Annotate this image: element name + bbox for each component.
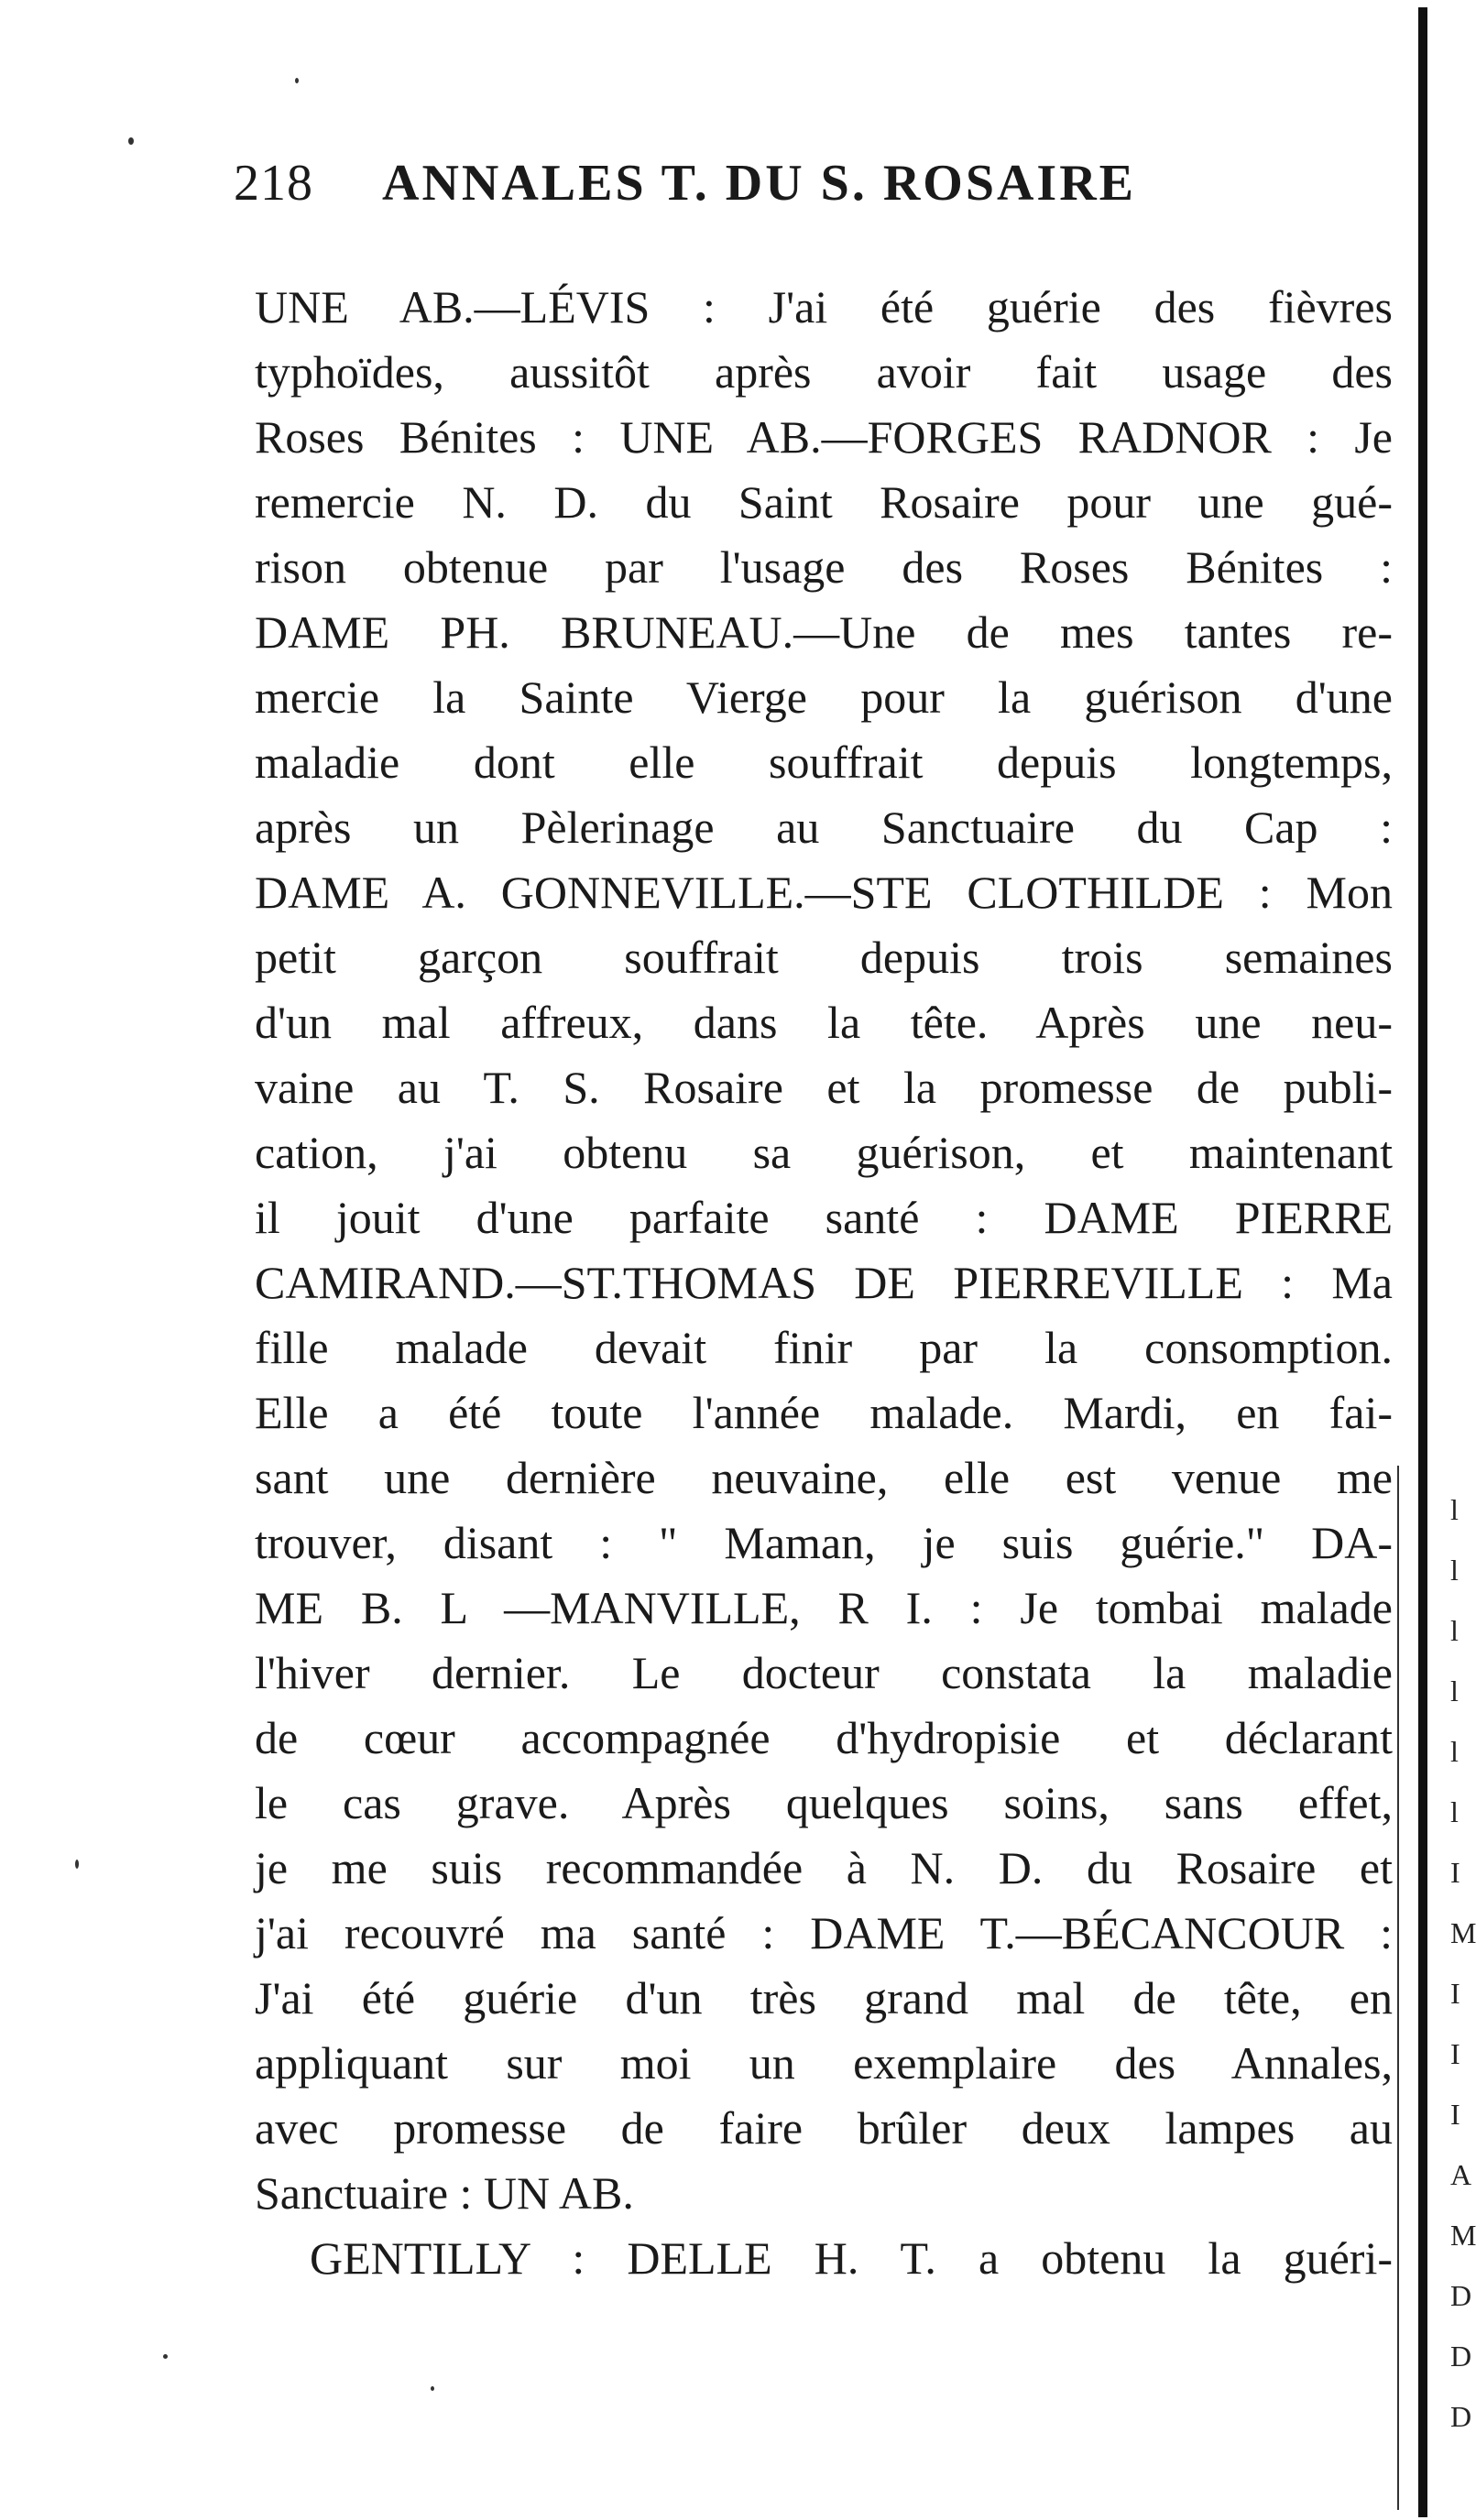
text-line: j'ai recouvré ma santé : DAME T.—BÉCANCOUR :	[255, 1907, 1393, 1958]
margin-mark: I	[1450, 1977, 1460, 2010]
text-line: trouver, disant : " Maman, je suis guérie." DA-	[255, 1517, 1393, 1568]
running-title: ANNALES T. DU S. ROSAIRE	[382, 155, 1136, 212]
margin-mark: M	[1450, 2219, 1476, 2252]
margin-mark: I	[1450, 1856, 1460, 1889]
text-line: Roses Bénites : UNE AB.—FORGES RADNOR : Je	[255, 411, 1393, 463]
margin-mark: l	[1450, 1675, 1459, 1707]
text-line: je me suis recommandée à N. D. du Rosaire et	[255, 1842, 1393, 1893]
ink-speck	[295, 78, 299, 83]
ink-speck	[431, 2386, 434, 2391]
margin-mark: D	[1450, 2340, 1472, 2373]
text-line: appliquant sur moi un exemplaire des Annales,	[255, 2037, 1393, 2089]
page-header	[234, 154, 1425, 236]
text-line: fille malade devait finir par la consomption.	[255, 1322, 1393, 1373]
text-line: DAME PH. BRUNEAU.—Une de mes tantes re-	[255, 606, 1393, 658]
text-line: typhoïdes, aussitôt après avoir fait usage des	[255, 346, 1393, 398]
margin-mark: l	[1450, 1554, 1459, 1587]
margin-mark: I	[1450, 2037, 1460, 2070]
text-line: remercie N. D. du Saint Rosaire pour une gué-	[255, 476, 1393, 528]
margin-mark: l	[1450, 1614, 1459, 1647]
text-line: J'ai été guérie d'un très grand mal de tête, en	[255, 1972, 1393, 2024]
text-line: il jouit d'une parfaite santé : DAME PIERRE	[255, 1192, 1393, 1243]
margin-rule	[1397, 1466, 1399, 2510]
text-line: après un Pèlerinage au Sanctuaire du Cap :	[255, 802, 1393, 853]
body-text	[255, 275, 1393, 2291]
margin-mark: l	[1450, 1735, 1459, 1768]
ink-speck	[75, 1860, 79, 1869]
text-line: cation, j'ai obtenu sa guérison, et maintenant	[255, 1127, 1393, 1178]
text-line: Elle a été toute l'année malade. Mardi, en fai-	[255, 1387, 1393, 1438]
text-line: d'un mal affreux, dans la tête. Après une neu-	[255, 997, 1393, 1048]
text-line: avec promesse de faire brûler deux lampes au	[255, 2102, 1393, 2154]
text-line: DAME A. GONNEVILLE.—STE CLOTHILDE : Mon	[255, 867, 1393, 918]
margin-mark: D	[1450, 2279, 1472, 2312]
ink-speck	[128, 137, 134, 145]
ink-speck	[163, 2354, 168, 2359]
margin-mark: D	[1450, 2400, 1472, 2433]
text-line: de cœur accompagnée d'hydropisie et déclarant	[255, 1712, 1393, 1763]
text-line: UNE AB.—LÉVIS : J'ai été guérie des fièvres	[255, 281, 1393, 333]
text-line: sant une dernière neuvaine, elle est venue me	[255, 1452, 1393, 1503]
margin-mark: l	[1450, 1493, 1459, 1526]
margin-mark: l	[1450, 1795, 1459, 1828]
text-line: vaine au T. S. Rosaire et la promesse de publi-	[255, 1062, 1393, 1113]
text-line: petit garçon souffrait depuis trois semaines	[255, 932, 1393, 983]
text-line: mercie la Sainte Vierge pour la guérison d'une	[255, 671, 1393, 723]
margin-mark: A	[1450, 2158, 1472, 2191]
text-line: rison obtenue par l'usage des Roses Bénites :	[255, 541, 1393, 593]
margin-mark: M	[1450, 1916, 1476, 1949]
text-line: le cas grave. Après quelques soins, sans effet,	[255, 1777, 1393, 1828]
text-line: maladie dont elle souffrait depuis longtemps,	[255, 736, 1393, 788]
text-line: l'hiver dernier. Le docteur constata la maladie	[255, 1647, 1393, 1698]
margin-mark: I	[1450, 2098, 1460, 2131]
text-line: ME B. L —MANVILLE, R I. : Je tombai malade	[255, 1582, 1393, 1633]
text-line: Sanctuaire : UN AB.	[255, 2167, 634, 2219]
page-number: 218	[234, 155, 313, 212]
text-line: CAMIRAND.—ST.THOMAS DE PIERREVILLE : Ma	[255, 1257, 1393, 1308]
page-edge-rule	[1418, 7, 1427, 2517]
margin-marks	[1450, 1479, 1476, 2447]
text-line: GENTILLY : DELLE H. T. a obtenu la guéri-	[310, 2232, 1393, 2284]
